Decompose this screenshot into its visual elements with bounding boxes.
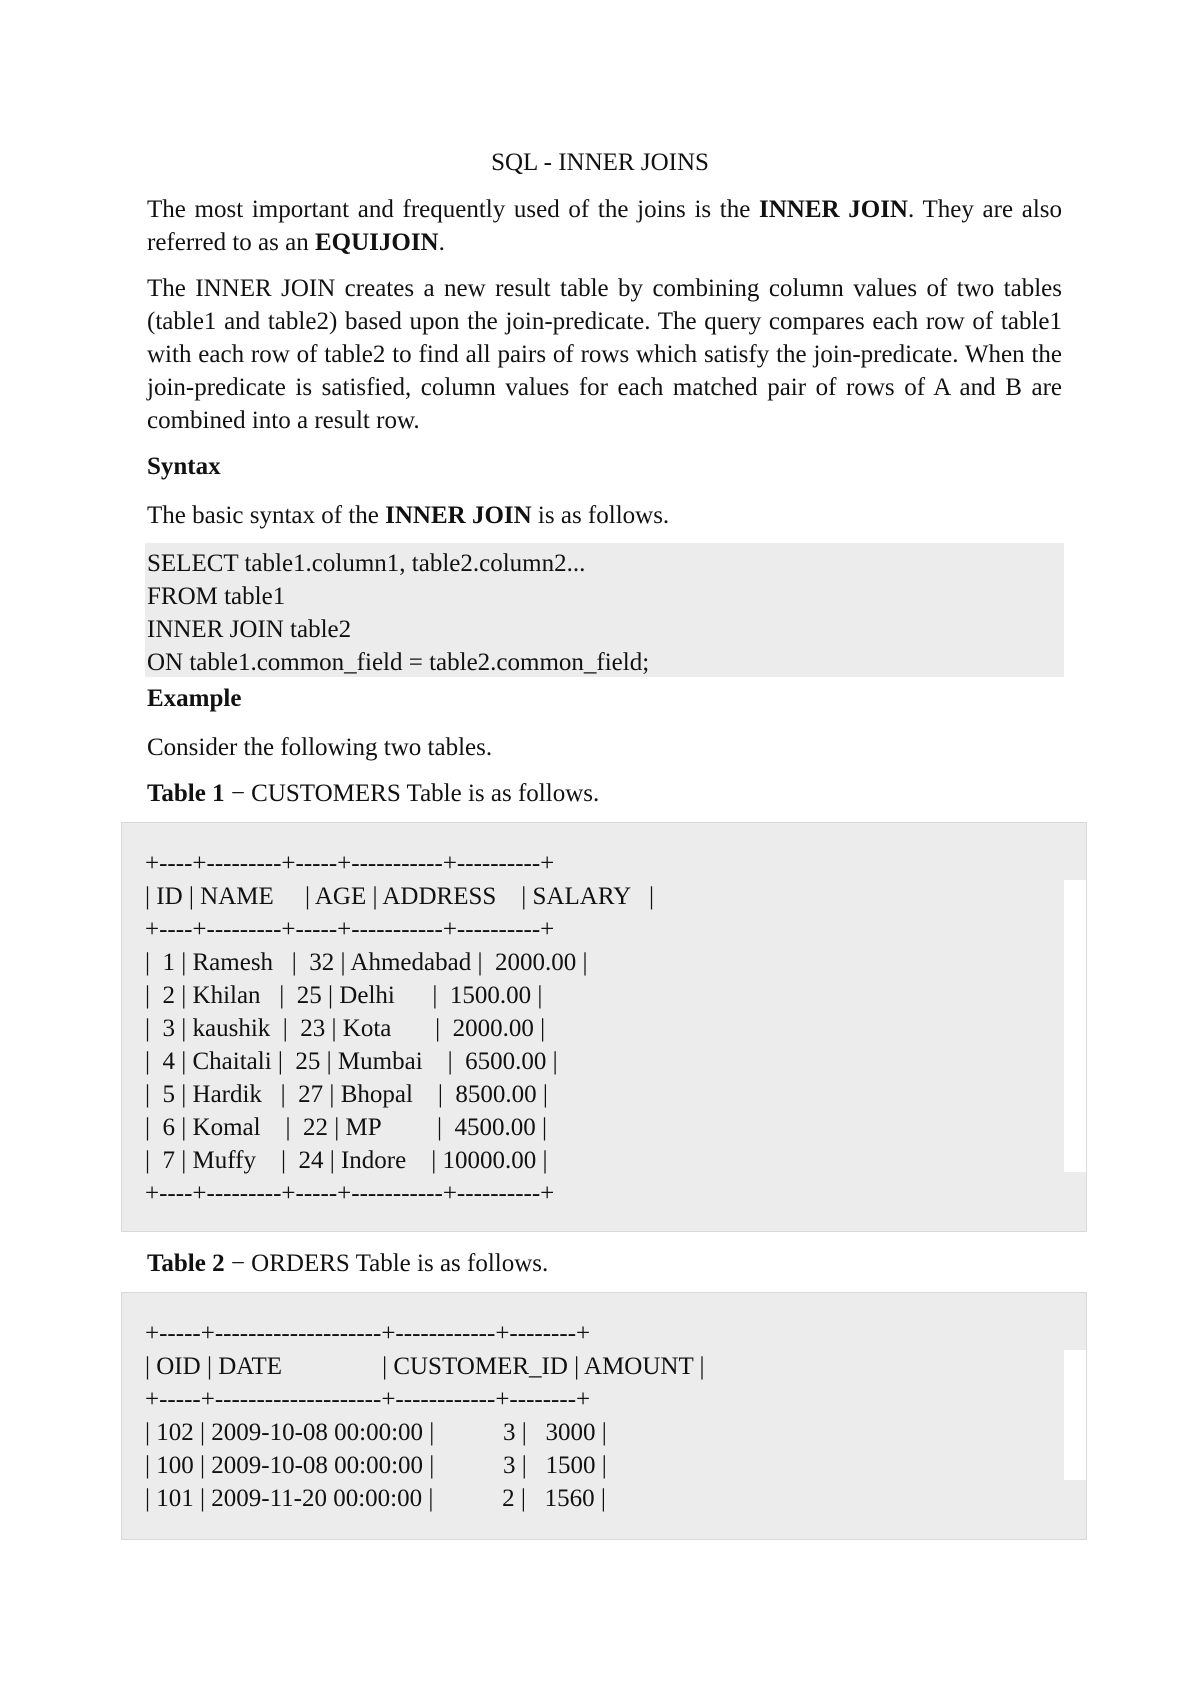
block-edge <box>1064 1350 1086 1480</box>
table1-caption <box>147 777 1062 810</box>
syntax-description <box>147 499 1062 532</box>
intro-text: The most important and frequently used of the joins is the <box>147 196 760 223</box>
table-header-row: | ID | NAME | AGE | ADDRESS | SALARY | <box>145 883 655 910</box>
table2-caption-text: − ORDERS Table is as follows. <box>224 1250 549 1277</box>
table-row: | 101 | 2009-11-20 00:00:00 | 2 | 1560 | <box>145 1485 606 1512</box>
example-description: Consider the following two tables. <box>147 734 493 761</box>
table-border-line: +----+---------+-----+-----------+----------+ <box>145 850 555 877</box>
table1-label: Table 1 <box>147 780 225 807</box>
table-row: | 7 | Muffy | 24 | Indore | 10000.00 | <box>145 1147 548 1174</box>
table-row: | 4 | Chaitali | 25 | Mumbai | 6500.00 | <box>145 1048 558 1075</box>
table-row: | 6 | Komal | 22 | MP | 4500.00 | <box>145 1114 548 1141</box>
intro-text: . They are also referred to as an <box>147 196 1062 256</box>
example-heading: Example <box>147 685 242 712</box>
syntax-desc-text: is as follows. <box>531 502 670 529</box>
table-header-row: | OID | DATE | CUSTOMER_ID | AMOUNT | <box>145 1353 705 1380</box>
table-row: | 1 | Ramesh | 32 | Ahmedabad | 2000.00 | <box>145 949 588 976</box>
syntax-heading: Syntax <box>147 453 221 480</box>
intro-text: . <box>438 229 445 256</box>
table-row: | 100 | 2009-10-08 00:00:00 | 3 | 1500 | <box>145 1452 607 1479</box>
table-row: | 2 | Khilan | 25 | Delhi | 1500.00 | <box>145 982 543 1009</box>
inner-join-term: INNER JOIN <box>385 502 532 529</box>
syntax-desc-text: The basic syntax of the <box>147 502 386 529</box>
table2-label: Table 2 <box>147 1250 225 1277</box>
equijoin-term: EQUIJOIN <box>314 229 439 256</box>
table-row: | 5 | Hardik | 27 | Bhopal | 8500.00 | <box>145 1081 548 1108</box>
table-border-line: +----+---------+-----+-----------+----------+ <box>145 916 555 943</box>
code-line: FROM table1 <box>147 583 286 610</box>
table-border-line: +----+---------+-----+-----------+----------+ <box>145 1180 555 1207</box>
code-line: SELECT table1.column1, table2.column2... <box>147 550 586 577</box>
table-border-line: +-----+--------------------+------------+--------+ <box>145 1320 591 1347</box>
code-line: ON table1.common_field = table2.common_field; <box>147 649 650 676</box>
inner-join-term: INNER JOIN <box>759 196 908 223</box>
table2-caption <box>147 1247 1062 1280</box>
table-row: | 3 | kaushik | 23 | Kota | 2000.00 | <box>145 1015 546 1042</box>
table-row: | 102 | 2009-10-08 00:00:00 | 3 | 3000 | <box>145 1419 607 1446</box>
intro-paragraph-2: The INNER JOIN creates a new result table by combining column values of two tables (table1 and table2) based upon the join-predicate. The query compares each row of table1 with each row of table2 to find all pairs of rows which satisfy the join-predicate. When the join-predicate is satisfied, column values for each matched pair of rows of A and B are combined into a result row. <box>147 275 1062 434</box>
table-border-line: +-----+--------------------+------------+--------+ <box>145 1386 591 1413</box>
code-line: INNER JOIN table2 <box>147 616 352 643</box>
table1-caption-text: − CUSTOMERS Table is as follows. <box>224 780 600 807</box>
page-title: SQL - INNER JOINS <box>491 149 709 176</box>
block-edge <box>1064 880 1086 1172</box>
intro-paragraph-1 <box>147 193 1062 259</box>
